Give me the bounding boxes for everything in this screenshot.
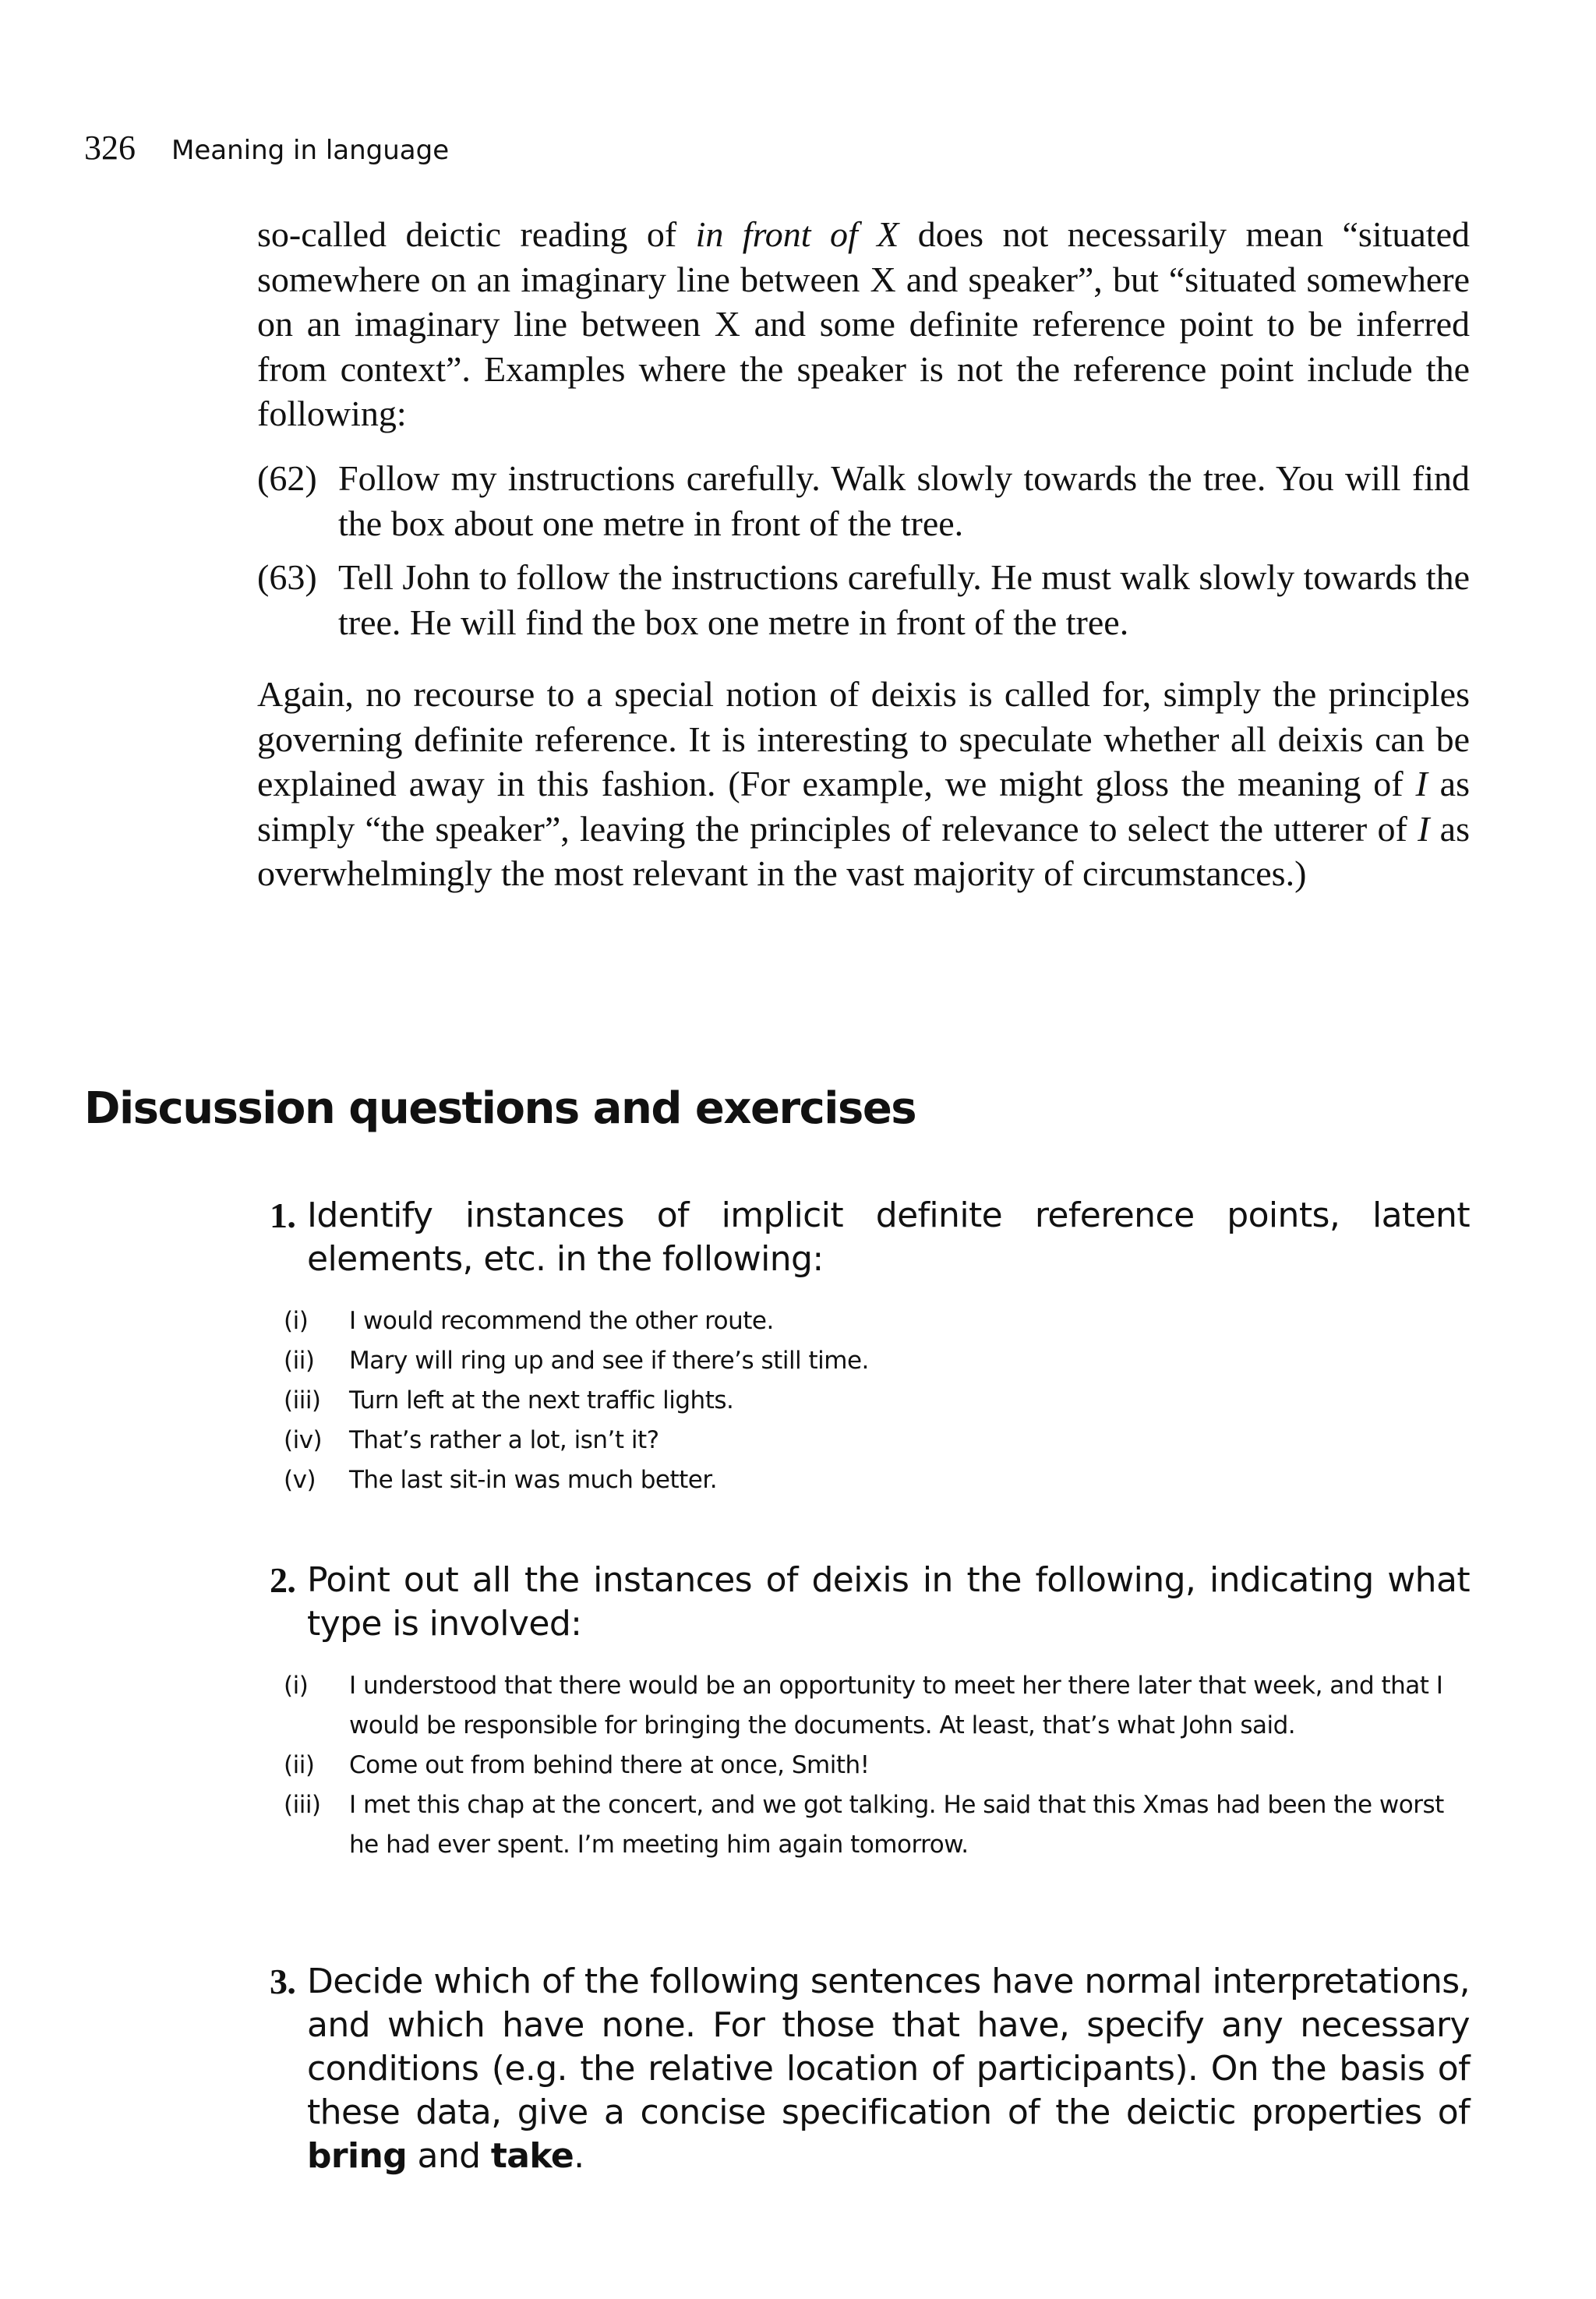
list-item: (i) I would recommend the other route. — [284, 1307, 774, 1335]
question-2 — [270, 1559, 1470, 1865]
question-prompt: 1. Identify instances of implicit definite reference points, latent elements, etc. in the following: — [270, 1195, 1470, 1279]
question-number: 2. — [270, 1560, 296, 1600]
example-number: (63) — [257, 557, 317, 597]
section-heading: Discussion questions and exercises — [84, 1083, 916, 1134]
example-63 — [257, 555, 1470, 644]
list-item: (iv) That’s rather a lot, isn’t it? — [284, 1426, 659, 1454]
example-number: (62) — [257, 458, 317, 498]
question-items — [270, 1666, 1470, 1865]
list-item: (iii) I met this chap at the concert, and we got talking. He said that this Xmas had been the worst he had ever spent. I’m meeting him again tomorrow. — [284, 1791, 1444, 1859]
example-list — [257, 456, 1470, 654]
intro-paragraph: so-called deictic reading of in front of X does not necessarily mean “situated somewhere on an imaginary line between X and speaker”, but “situated somewhere on an imaginary line between X and some definite reference point to be inferred from context”. Examples where the speaker is not the reference point include the following: — [257, 214, 1470, 433]
example-text: Tell John to follow the instructions carefully. He must walk slowly towards the tree. He will find the box one metre in front of the tree. — [338, 557, 1470, 642]
running-head — [84, 131, 449, 168]
question-prompt: 2. Point out all the instances of deixis in the following, indicating what type is involved: — [270, 1560, 1470, 1644]
question-prompt: 3. Decide which of the following sentences have normal interpretations, and which have none. For those that have, specify any necessary conditions (e.g. the relative location of participants). On the basis of these data, give a concise specification of the deictic properties of bring and take. — [270, 1962, 1470, 2176]
question-items — [270, 1301, 1470, 1500]
question-number: 3. — [270, 1962, 296, 2001]
concluding-paragraph: Again, no recourse to a special notion of deixis is called for, simply the principles governing definite reference. It is interesting to speculate whether all deixis can be explained away in this fashion. (For example, we might gloss the meaning of I as simply “the speaker”, leaving the principles of relevance to select the utterer of I as overwhelmingly the most relevant in the vast majority of circumstances.) — [257, 674, 1470, 893]
example-text: Follow my instructions carefully. Walk slowly towards the tree. You will find the box about one metre in front of the tree. — [338, 458, 1470, 543]
question-1 — [270, 1194, 1470, 1500]
question-3 — [270, 1960, 1470, 2178]
example-62 — [257, 456, 1470, 546]
list-item: (v) The last sit-in was much better. — [284, 1466, 718, 1494]
running-title: Meaning in language — [171, 135, 450, 166]
question-number: 1. — [270, 1195, 296, 1235]
list-item: (ii) Come out from behind there at once, Smith! — [284, 1751, 870, 1779]
list-item: (iii) Turn left at the next traffic lights. — [284, 1386, 734, 1414]
list-item: (i) I understood that there would be an opportunity to meet her there later that week, and that I would be responsible for bringing the documents. At least, that’s what John said. — [284, 1672, 1443, 1739]
page-number: 326 — [84, 129, 136, 167]
list-item: (ii) Mary will ring up and see if there’s still time. — [284, 1347, 869, 1375]
